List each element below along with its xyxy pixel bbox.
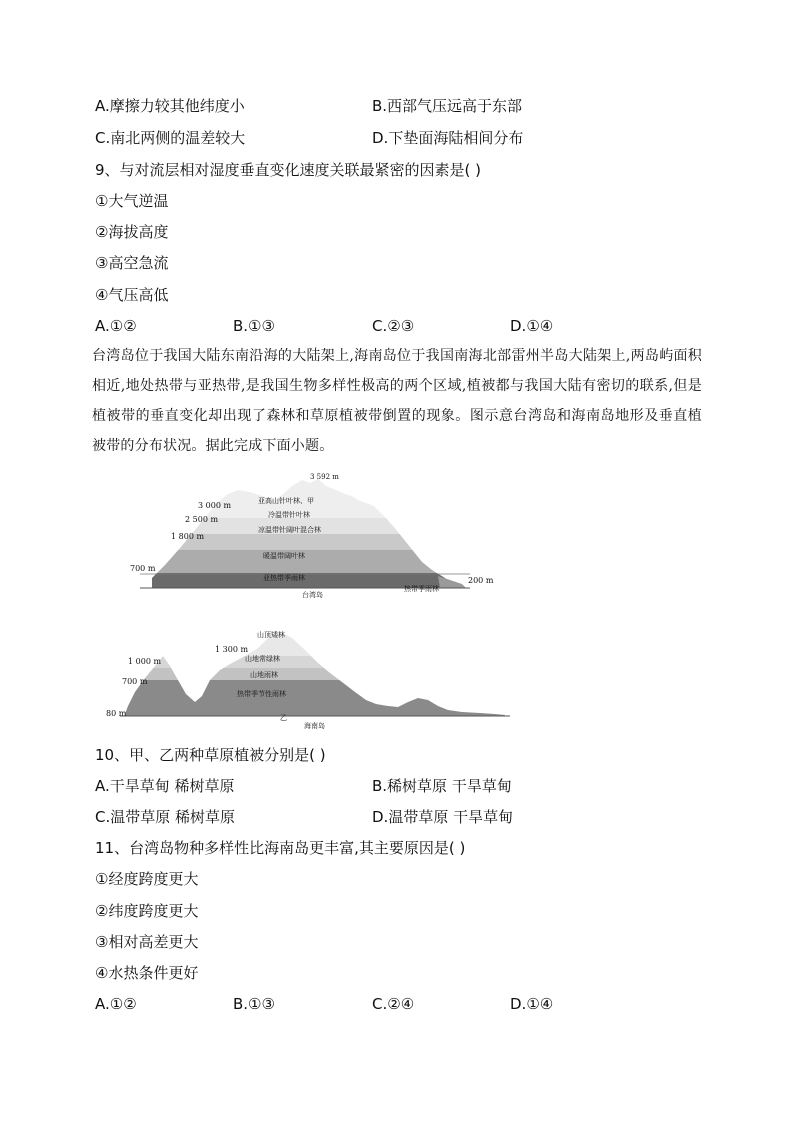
- hainan-zone-montane-rain: 山地雨林: [250, 671, 278, 679]
- hainan-caption: 海南岛: [304, 722, 325, 730]
- q8-option-a[interactable]: A.摩擦力较其他纬度小: [95, 97, 245, 115]
- q9-item-3: ③高空急流: [95, 254, 169, 272]
- taiwan-zone-tropical: 热带季雨林: [404, 585, 439, 593]
- q10-option-d[interactable]: D.温带草原 干旱草甸: [372, 808, 514, 826]
- q11-item-1: ①经度跨度更大: [95, 870, 199, 888]
- q11-option-a[interactable]: A.①②: [95, 995, 137, 1013]
- reading-passage: 台湾岛位于我国大陆东南沿海的大陆架上,海南岛位于我国南海北部雷州半岛大陆架上,两岛屿面积相近,地处热带与亚热带,是我国生物多样性极高的两个区域,植被都与我国大陆有密切的联系,但是植被带的垂直变化却出现了森林和草原植被带倒置的现象。图示意台湾岛和海南岛地形及垂直植被带的分布状况。据此完成下面小题。: [92, 348, 702, 454]
- q11-option-d[interactable]: D.①④: [510, 995, 554, 1013]
- q11-option-c[interactable]: C.②④: [372, 995, 415, 1013]
- taiwan-zone-cold-conifer: 冷温带针叶林: [268, 511, 310, 519]
- taiwan-caption: 台湾岛: [302, 591, 323, 599]
- q9-option-b[interactable]: B.①③: [233, 317, 275, 335]
- taiwan-zone-subtropical: 亚热带季雨林: [263, 574, 305, 582]
- taiwan-elev-3592: 3 592 m: [310, 473, 339, 481]
- hainan-zone-yi: 乙: [280, 714, 287, 722]
- hainan-elev-1000: 1 000 m: [128, 657, 162, 666]
- q8-option-c[interactable]: C.南北两侧的温差较大: [95, 129, 246, 147]
- hainan-elev-700: 700 m: [122, 677, 148, 686]
- q10-option-a[interactable]: A.干旱草甸 稀树草原: [95, 777, 235, 795]
- q11-item-2: ②纬度跨度更大: [95, 902, 199, 920]
- q10-option-b[interactable]: B.稀树草原 干旱草甸: [372, 777, 512, 795]
- taiwan-zone-broadleaf: 暖温带阔叶林: [263, 552, 305, 560]
- q10-stem: 10、甲、乙两种草原植被分别是( ): [95, 746, 326, 764]
- taiwan-elev-1800: 1 800 m: [171, 532, 205, 541]
- q9-stem: 9、与对流层相对湿度垂直变化速度关联最紧密的因素是( ): [95, 161, 482, 179]
- q11-stem: 11、台湾岛物种多样性比海南岛更丰富,其主要原因是( ): [95, 839, 466, 857]
- hainan-zone-summit: 山顶矮林: [257, 631, 285, 639]
- q9-item-4: ④气压高低: [95, 286, 169, 304]
- q11-item-3: ③相对高差更大: [95, 933, 199, 951]
- hainan-elev-1300: 1 300 m: [215, 645, 249, 654]
- vegetation-zone-figure: [0, 470, 794, 740]
- q9-item-1: ①大气逆温: [95, 192, 169, 210]
- q8-option-b[interactable]: B.西部气压远高于东部: [372, 97, 523, 115]
- hainan-profile: [110, 620, 520, 716]
- hainan-zone-seasonal-rain: 热带季节性雨林: [237, 690, 286, 698]
- taiwan-elev-2500: 2 500 m: [185, 515, 219, 524]
- hainan-elev-80: 80 m: [106, 709, 127, 718]
- q10-option-c[interactable]: C.温带草原 稀树草原: [95, 808, 236, 826]
- hainan-zone-evergreen: 山地常绿林: [245, 655, 280, 663]
- taiwan-elev-700: 700 m: [130, 564, 156, 573]
- q9-option-a[interactable]: A.①②: [95, 317, 137, 335]
- q9-item-2: ②海拔高度: [95, 223, 169, 241]
- taiwan-zone-mixed-forest: 凉温带针阔叶混合林: [258, 526, 321, 534]
- q8-option-d[interactable]: D.下垫面海陆相间分布: [372, 129, 524, 147]
- q11-option-b[interactable]: B.①③: [233, 995, 275, 1013]
- taiwan-zone-subalpine: 亚高山针叶林、甲: [258, 497, 314, 505]
- taiwan-elev-3000: 3 000 m: [198, 501, 232, 510]
- q9-option-c[interactable]: C.②③: [372, 317, 415, 335]
- q11-item-4: ④水热条件更好: [95, 964, 199, 982]
- q9-option-d[interactable]: D.①④: [510, 317, 554, 335]
- taiwan-elev-200: 200 m: [468, 576, 494, 585]
